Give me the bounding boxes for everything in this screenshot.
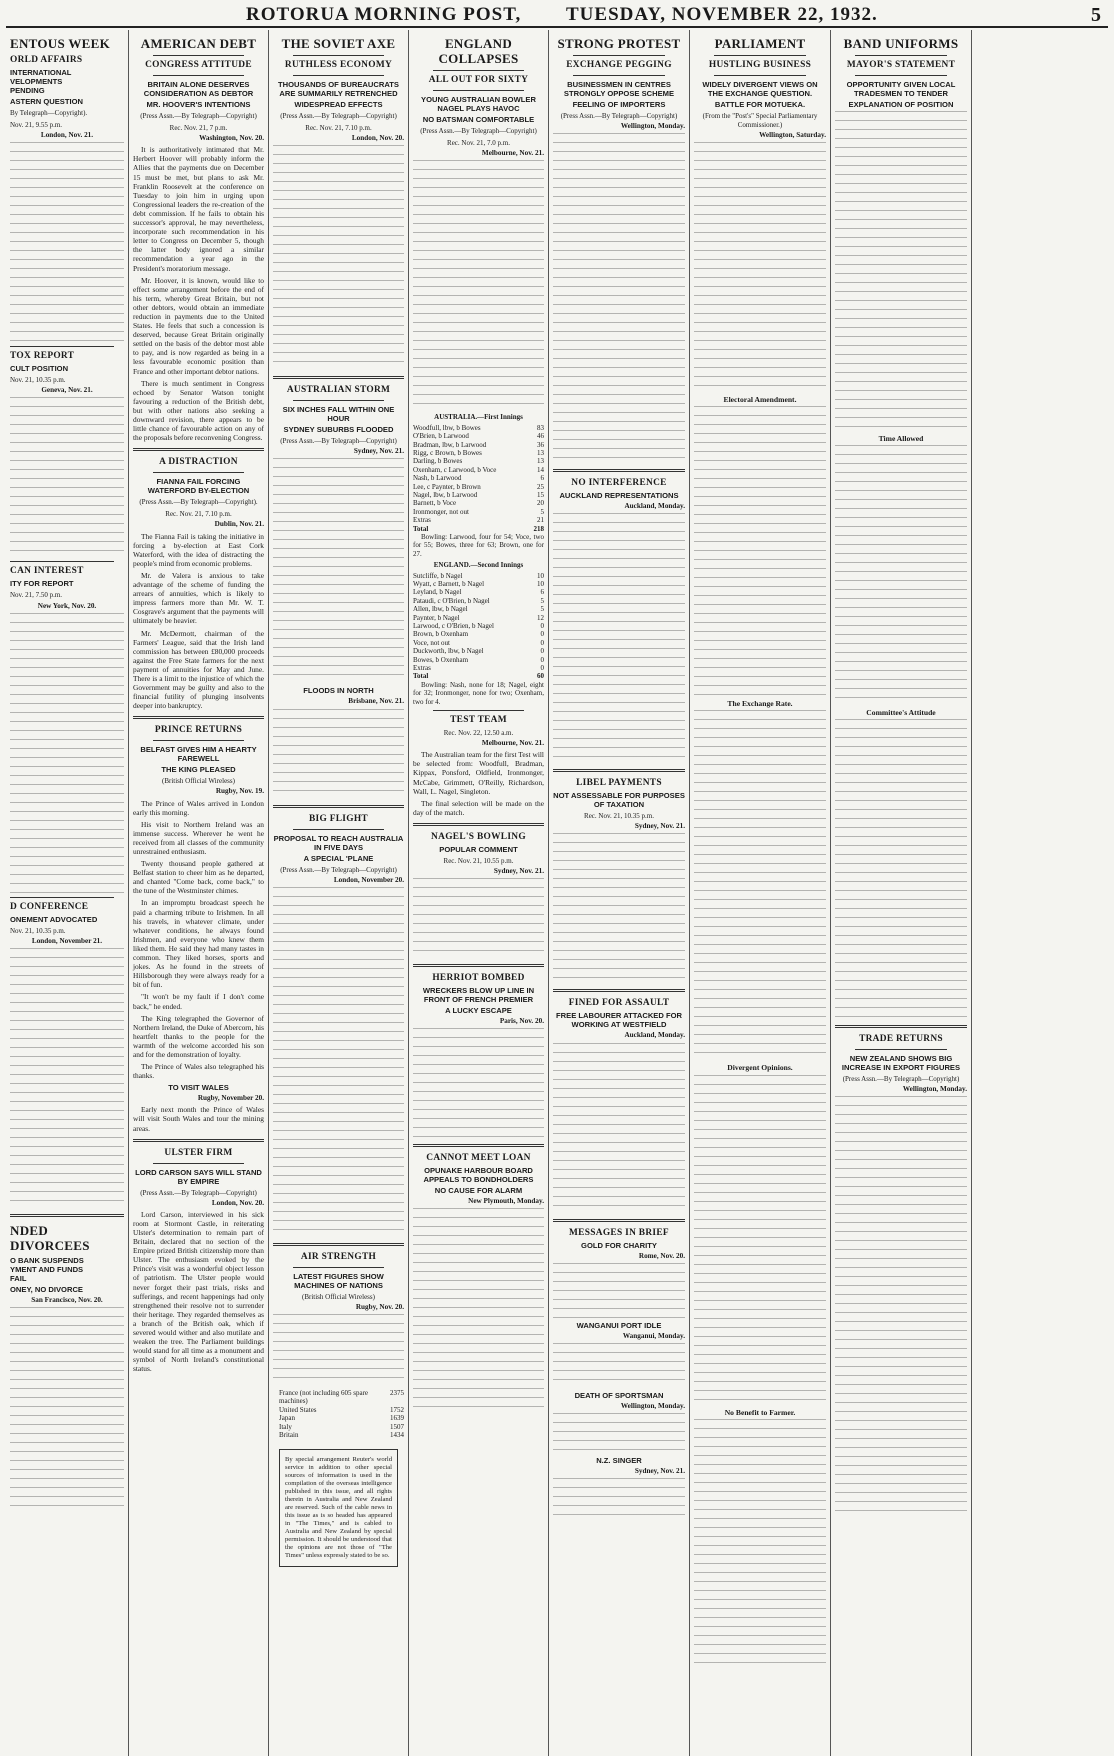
headline: D CONFERENCE <box>10 901 89 912</box>
place-line: San Francisco, Nov. 20. <box>31 1295 103 1304</box>
article-text <box>413 160 544 410</box>
divider <box>855 1049 947 1050</box>
paragraph: It is authoritatively intimated that Mr. Herbert Hoover will probably inform the Allies that the payments due on December 15 must be met, but plans to ask Mr. Franklin Roosevelt at the conference on Tuesday to join him in urging upon Congressional leaders the re-creation of the debt commission. If he fails to obtain his successor's approval, he may nevertheless, incorporate such recommendation in his letter to Congress on December 5, though the latter body ignored a similar recommendation a year ago in the President's moratorium message. <box>133 145 264 273</box>
credit-line: By Telegraph—Copyright). <box>10 109 88 117</box>
deck: BELFAST GIVES HIM A HEARTY FAREWELL <box>140 745 257 764</box>
place-line: New York, Nov. 20. <box>37 601 97 610</box>
deck: FEELING OF IMPORTERS <box>572 100 666 109</box>
table-row: Sutcliffe, b Nagel 10 <box>413 571 544 580</box>
inline-subhead: Time Allowed <box>878 434 924 443</box>
article-text <box>273 1314 404 1386</box>
deck: WIDESPREAD EFFECTS <box>294 100 383 109</box>
deck: CULT POSITION <box>10 364 69 374</box>
divider <box>553 769 685 772</box>
subheadline: EXCHANGE PEGGING <box>566 60 672 70</box>
place-line: New Plymouth, Monday. <box>468 1197 544 1206</box>
divider <box>133 716 264 719</box>
headline: NO INTERFERENCE <box>571 478 667 489</box>
place-line: Sydney, Nov. 21. <box>634 1466 685 1475</box>
headline: TOX REPORT <box>10 351 75 362</box>
headline: A DISTRACTION <box>159 457 238 468</box>
subheadline: RUTHLESS ECONOMY <box>284 60 393 70</box>
dateline: Rec. Nov. 21, 10.35 p.m. <box>584 812 654 821</box>
paragraph: Early next month the Prince of Wales will visit South Wales and tour the mining areas. <box>133 1105 264 1133</box>
headline: AMERICAN DEBT <box>140 36 257 51</box>
dateline: Rec. Nov. 21, 10.55 p.m. <box>443 856 514 865</box>
credit-line: (Press Assn.—By Telegraph—Copyright) <box>140 1188 257 1197</box>
deck: YOUNG AUSTRALIAN BOWLER NAGEL PLAYS HAVOC <box>421 95 536 113</box>
deck: POPULAR COMMENT <box>439 844 518 854</box>
masthead <box>6 4 1108 28</box>
place-line: Sydney, Nov. 21. <box>634 822 685 831</box>
article-text <box>553 1263 685 1318</box>
article-text <box>835 1096 967 1516</box>
inline-subhead: Electoral Amendment. <box>723 395 797 405</box>
table-row: Barnett, b Voce 20 <box>413 499 544 508</box>
divider <box>855 75 947 76</box>
credit-line: (Press Assn.—By Telegraph—Copyright) <box>560 112 678 120</box>
deck: MR. HOOVER'S INTENTIONS <box>146 100 251 109</box>
deck: ITY FOR REPORT <box>10 579 74 589</box>
paragraph: The Fianna Fail is taking the initiative in forcing a by-election at East Cork Waterford, with the idea of distracting the people's mind from economic problems. <box>133 531 264 568</box>
place-line: London, November 20. <box>333 875 404 884</box>
article-text <box>413 878 544 958</box>
deck: WANGANUI PORT IDLE <box>576 1320 662 1330</box>
article-text <box>835 445 967 705</box>
table-row: Oxenham, c Larwood, b Voce 14 <box>413 465 544 474</box>
paragraph: Twenty thousand people gathered at Belfast station to cheer him as he departed, and chanted "Come back, come back," to the tune of the Westminster chimes. <box>133 859 264 896</box>
place-line: Rugby, Nov. 20. <box>355 1302 404 1311</box>
column-4 <box>409 30 549 1756</box>
headline: FINED FOR ASSAULT <box>568 998 670 1009</box>
subheadline: HUSTLING BUSINESS <box>708 60 812 70</box>
divider <box>293 1267 384 1268</box>
table-row: Japan 1639 <box>279 1414 404 1423</box>
article-text <box>553 833 685 983</box>
dateline: Rec. Nov. 21, 7 p.m. <box>169 124 228 133</box>
deck: SIX INCHES FALL WITHIN ONE HOUR <box>282 405 395 424</box>
divider <box>153 75 244 76</box>
divider <box>413 964 544 967</box>
deck: THE KING PLEASED <box>161 765 236 775</box>
table-row: Brown, b Oxenham 0 <box>413 630 544 639</box>
article-text <box>694 1075 826 1405</box>
deck: BUSINESSMEN IN CENTRES STRONGLY OPPOSE SCHEME <box>563 80 675 98</box>
deck: WIDELY DIVERGENT VIEWS ON THE EXCHANGE QUESTION. <box>702 80 818 98</box>
credit-line: (Press Assn.—By Telegraph—Copyright) <box>280 437 397 446</box>
divider <box>553 989 685 992</box>
table-row: Voce, not out 0 <box>413 638 544 647</box>
article-text <box>694 142 826 392</box>
headline: THE SOVIET AXE <box>281 36 396 51</box>
table-row: United States 1752 <box>279 1405 404 1414</box>
paragraph: There is much sentiment in Congress echoed by Senator Watson tonight favouring a reduction of the British debt, but with other nations also seeking a downward revision, there appears to be little chance of favourable action on any of the proposals before reconvening Congress. <box>133 378 264 443</box>
scorecard-australia <box>413 413 544 706</box>
divider <box>293 829 384 830</box>
place-line: Melbourne, Nov. 21. <box>481 149 544 158</box>
deck: FIANNA FAIL FORCING WATERFORD BY-ELECTION <box>147 477 250 496</box>
article-text <box>273 145 404 370</box>
article-text <box>273 458 404 683</box>
dateline: Nov. 21, 10.35 p.m. <box>10 376 66 385</box>
table-row: France (not including 605 spare machines) 2375 <box>279 1388 404 1406</box>
table-row: Paynter, b Nagel 12 <box>413 613 544 622</box>
credit-line: (Press Assn.—By Telegraph—Copyright) <box>842 1075 960 1084</box>
column-2 <box>129 30 269 1756</box>
subheadline: ALL OUT FOR SIXTY <box>428 75 529 85</box>
deck: TO VISIT WALES <box>168 1083 229 1093</box>
headline: BIG FLIGHT <box>308 813 368 824</box>
table-row: Bowes, b Oxenham 0 <box>413 655 544 664</box>
article-text <box>694 710 826 1060</box>
credit-line: (From the "Post's" Special Parliamentary Commissioner.) <box>702 112 818 130</box>
place-line: Wellington, Monday. <box>902 1085 967 1094</box>
place-line: London, Nov. 21. <box>40 131 94 140</box>
subheadline: ORLD AFFAIRS <box>10 55 83 65</box>
deck: ASTERN QUESTION <box>10 97 83 106</box>
divider <box>10 346 114 347</box>
dateline: Rec. Nov. 22, 12.50 a.m. <box>443 729 514 738</box>
dateline: Nov. 21, 10.35 p.m. <box>10 926 66 935</box>
table-row: Lee, c Paynter, b Brown 25 <box>413 482 544 491</box>
scorecard-heading: AUSTRALIA.—First Innings <box>434 413 523 422</box>
divider <box>133 1139 264 1142</box>
table-row: O'Brien, b Larwood 46 <box>413 432 544 441</box>
article-text <box>10 397 124 557</box>
place-line: Sydney, Nov. 21. <box>493 867 544 876</box>
bowling-figures: Bowling: Nash, none for 18; Nagel, eight for 32; Ironmonger, none for two; Oxenham, two for 4. <box>413 680 544 706</box>
headline: TRADE RETURNS <box>859 1034 943 1045</box>
place-line: Geneva, Nov. 21. <box>41 386 93 395</box>
table-row: Britain 1434 <box>279 1430 404 1439</box>
divider <box>835 1025 967 1028</box>
paragraph: His visit to Northern Ireland was an immense success. Wherever he went he received from all classes of the community unrestrained enthusiasm. <box>133 819 264 856</box>
inline-subhead: No Benefit to Farmer. <box>724 1407 796 1417</box>
divider <box>273 376 404 379</box>
article-text <box>10 613 124 893</box>
headline: PRINCE RETURNS <box>154 725 243 736</box>
article-text <box>694 406 826 696</box>
subheadline: CONGRESS ATTITUDE <box>145 60 252 70</box>
deck: NOT ASSESSABLE FOR PURPOSES OF TAXATION <box>553 791 685 810</box>
table-row: Rigg, c Brown, b Bowes 13 <box>413 448 544 457</box>
headline: CANNOT MEET LOAN <box>426 1153 531 1164</box>
deck: LORD CARSON SAYS WILL STAND BY EMPIRE <box>135 1167 262 1186</box>
divider <box>153 55 244 56</box>
column-6 <box>690 30 831 1756</box>
article-text <box>835 719 967 1019</box>
deck: NEW ZEALAND SHOWS BIG INCREASE IN EXPORT FIGURES <box>841 1054 961 1073</box>
paragraph: The Prince of Wales also telegraphed his thanks. <box>133 1062 264 1081</box>
divider <box>153 1163 244 1164</box>
article-text <box>273 709 404 799</box>
column-1 <box>6 30 129 1756</box>
paper-name: ROTORUA MORNING POST, <box>246 4 522 25</box>
bowling-figures: Bowling: Larwood, four for 54; Voce, two for 55; Bowes, three for 63; Brown, one for 27. <box>413 532 544 558</box>
headline: PARLIAMENT <box>714 36 806 51</box>
article-text <box>553 513 685 763</box>
paragraph: The King telegraphed the Governor of Northern Ireland, the Duke of Abercorn, his heartfelt thanks to the people for the warmth of the welcome accorded his son and for the demonstration of loyalty. <box>133 1013 264 1059</box>
divider <box>413 1144 544 1147</box>
credit-line: (Press Assn.—By Telegraph—Copyright). <box>139 498 258 507</box>
deck: THOUSANDS OF BUREAUCRATS ARE SUMMARILY RETRENCHED <box>278 80 399 98</box>
divider <box>553 1219 685 1222</box>
deck: OPPORTUNITY GIVEN LOCAL TRADESMEN TO TENDER <box>846 80 956 98</box>
scorecard-heading: ENGLAND.—Second Innings <box>433 561 524 570</box>
place-line: Auckland, Monday. <box>624 1031 685 1040</box>
subheadline: MAYOR'S STATEMENT <box>846 60 956 70</box>
deck: BATTLE FOR MOTUEKA. <box>714 100 806 109</box>
deck: OPUNAKE HARBOUR BOARD APPEALS TO BONDHOLDERS <box>423 1166 534 1185</box>
divider <box>433 90 524 91</box>
deck: EXPLANATION OF POSITION <box>848 100 954 109</box>
dateline: Nov. 21, 9.55 p.m. <box>10 121 63 130</box>
divider <box>433 710 524 711</box>
column-7 <box>831 30 972 1756</box>
dateline: Nov. 21, 7.50 p.m. <box>10 591 63 600</box>
deck: N.Z. SINGER <box>596 1455 642 1465</box>
deck: FREE LABOURER ATTACKED FOR WORKING AT WESTFIELD <box>556 1011 682 1030</box>
table-row: Darling, b Bowes 13 <box>413 457 544 466</box>
place-line: Washington, Nov. 20. <box>199 134 264 143</box>
deck: ONEMENT ADVOCATED <box>10 914 98 924</box>
issue-date: TUESDAY, NOVEMBER 22, 1932. <box>566 4 878 25</box>
article-text <box>413 1208 544 1408</box>
divider <box>413 823 544 826</box>
inline-subhead: The Exchange Rate. <box>727 699 793 709</box>
divider <box>855 55 947 56</box>
table-row: Nash, b Larwood 6 <box>413 474 544 483</box>
article-text <box>553 1343 685 1388</box>
article-text <box>273 887 404 1237</box>
place-line: Paris, Nov. 20. <box>499 1017 544 1026</box>
copyright-notice: By special arrangement Reuter's world service in addition to other special sources of information is used in the compilation of the overseas intelligence published in this issue, and all rights therein in Australia and New Zealand are reserved. Such of the cable news in this issue as is so headed has appeared in "The Times," and is cabled to Australia and New Zealand by special permission. It should be understood that the opinions are not those of "The Times" unless expressly stated to be so. <box>279 1449 398 1567</box>
deck: A LUCKY ESCAPE <box>445 1006 512 1016</box>
inline-subhead: Committee's Attitude <box>866 708 936 718</box>
dateline: Rec. Nov. 21, 7.10 p.m. <box>305 124 372 133</box>
table-row: Pataudi, c O'Brien, b Nagel 5 <box>413 596 544 605</box>
table-row: Extras 21 <box>413 516 544 525</box>
divider <box>293 75 384 76</box>
article-text <box>553 133 685 463</box>
headline: CAN INTEREST <box>10 566 84 577</box>
inline-subhead: Divergent Opinions. <box>727 1063 793 1073</box>
paragraph: "It won't be my fault if I don't come back," he ended. <box>133 992 264 1011</box>
article-text <box>10 1307 124 1507</box>
table-row: Woodfull, lbw, b Bowes 83 <box>413 423 544 432</box>
article-text <box>10 948 124 1208</box>
table-row: Allen, lbw, b Nagel 5 <box>413 605 544 614</box>
table-row: Bradman, lbw, b Larwood 36 <box>413 440 544 449</box>
divider <box>573 75 665 76</box>
deck: DEATH OF SPORTSMAN <box>574 1390 664 1400</box>
divider <box>153 740 244 741</box>
place-line: Melbourne, Nov. 21. <box>481 739 544 748</box>
place-line: London, Nov. 20. <box>211 1198 264 1207</box>
headline: STRONG PROTEST <box>557 36 681 51</box>
place-line: Rugby, Nov. 19. <box>215 787 264 796</box>
divider <box>714 55 806 56</box>
place-line: Wellington, Saturday. <box>759 131 826 140</box>
table-row-total: Total 218 <box>413 524 544 533</box>
headline: AIR STRENGTH <box>300 1251 377 1262</box>
credit-line: (Press Assn.—By Telegraph—Copyright) <box>420 127 537 135</box>
table-row: Leyland, b Nagel 6 <box>413 588 544 597</box>
table-row: Italy 1507 <box>279 1422 404 1431</box>
divider <box>553 469 685 472</box>
dateline: Rec. Nov. 21, 7.0 p.m. <box>447 139 510 148</box>
air-strength-table <box>273 1389 404 1439</box>
divider <box>433 70 524 71</box>
columns <box>6 30 1108 1756</box>
place-line: Sydney, Nov. 21. <box>353 447 404 456</box>
headline: NAGEL'S BOWLING <box>431 831 526 842</box>
divider <box>133 448 264 451</box>
deck: A SPECIAL 'PLANE <box>303 853 374 863</box>
deck: FLOODS IN NORTH <box>303 686 374 696</box>
table-row: Duckworth, lbw, b Nagel 0 <box>413 647 544 656</box>
divider <box>293 400 384 401</box>
headline: HERRIOT BOMBED <box>432 973 525 984</box>
credit-line: (Press Assn.—By Telegraph—Copyright) <box>280 112 397 120</box>
headline: ENTOUS WEEK <box>10 36 110 51</box>
table-row: Ironmonger, not out 5 <box>413 507 544 516</box>
paragraph: Mr. de Valera is anxious to take advantage of the scheme of funding the arrears of annuities, which is likely to impress farmers more than Mr. W. T. Cosgrave's argument that the payments will ultimately be heavier. <box>133 570 264 626</box>
headline: NDED DIVORCEES <box>10 1222 90 1253</box>
paragraph: The Australian team for the first Test will be selected from: Woodfull, Bradman, Kippax, Ponsford, Oldfield, Ironmonger, McCabe, Grimmett, O'Reilly, Richardson, Wall, L. Nagel, Singleton. <box>413 750 544 796</box>
place-line: Rugby, November 20. <box>197 1094 264 1103</box>
paragraph: Lord Carson, interviewed in his sick room at Stormont Castle, in reiterating Ulster's determination to remain part of Britain, declared that no section of the Empire prized British citizenship more than Ulster. The enthusiasm evoked by the Prince's visit was a wonderful object lesson of patriotism. The Ulster people would never forget their past trials, risks and sufferings, and recent happenings had only strengthened their resolve not to surrender their heritage. They regarded themselves as a branch of the British oak, which if severed would wither and also mutilate and weaken the tree. The Parliament buildings would stand for all time as a monument and symbol of North Ireland's constitutional status. <box>133 1209 264 1374</box>
paragraph: Mr. Hoover, it is known, would like to effect some arrangement before the end of his term, whereby Great Britain, but not other debtors, would obtain an immediate reduction in payments due to the United States. He feels that such a concession is deserved, because Great Britain originally settled on the basis of the debtor most able to pay, and is now regarded as being in a less favourable economic position than France and other important debtor nations. <box>133 275 264 376</box>
credit-line: (British Official Wireless) <box>302 1292 375 1301</box>
table-row: Extras 0 <box>413 664 544 673</box>
divider <box>10 897 114 898</box>
article-text <box>10 142 124 342</box>
place-line: London, Nov. 20. <box>351 134 404 143</box>
headline: MESSAGES IN BRIEF <box>569 1227 669 1238</box>
deck: LATEST FIGURES SHOW MACHINES OF NATIONS <box>293 1271 384 1290</box>
article-text <box>553 1043 685 1213</box>
deck: AUCKLAND REPRESENTATIONS <box>559 491 679 501</box>
place-line: Wellington, Monday. <box>620 1401 685 1410</box>
divider <box>293 55 384 56</box>
table-row: Larwood, c O'Brien, b Nagel 0 <box>413 622 544 631</box>
column-3 <box>269 30 409 1756</box>
headline: AUSTRALIAN STORM <box>286 385 391 396</box>
divider <box>714 75 806 76</box>
deck: PROPOSAL TO REACH AUSTRALIA IN FIVE DAYS <box>273 833 404 852</box>
deck: WRECKERS BLOW UP LINE IN FRONT OF FRENCH PREMIER <box>422 986 535 1005</box>
deck: ONEY, NO DIVORCE <box>10 1284 83 1294</box>
article-text <box>413 1028 544 1138</box>
deck: NO BATSMAN COMFORTABLE <box>422 115 535 124</box>
dateline: Rec. Nov. 21, 7.10 p.m. <box>165 510 232 519</box>
headline: TEST TEAM <box>450 715 507 726</box>
article-text <box>694 1419 826 1669</box>
divider <box>273 1243 404 1246</box>
place-line: Brisbane, Nov. 21. <box>348 697 404 706</box>
divider <box>153 472 244 473</box>
deck: GOLD FOR CHARITY <box>581 1240 657 1250</box>
place-line: Dublin, Nov. 21. <box>214 520 264 529</box>
table-row: Nagel, lbw, b Larwood 15 <box>413 490 544 499</box>
article-text <box>835 111 967 431</box>
place-line: Wellington, Monday. <box>620 122 685 131</box>
divider <box>10 1214 124 1217</box>
article-text <box>553 1478 685 1523</box>
table-row-total: Total 60 <box>413 672 544 681</box>
deck: O BANK SUSPENDS YMENT AND FUNDS FAIL <box>10 1255 84 1283</box>
credit-line: (British Official Wireless) <box>162 777 235 786</box>
paragraph: The final selection will be made on the day of the match. <box>413 798 544 817</box>
deck: NO CAUSE FOR ALARM <box>434 1186 523 1196</box>
article-text <box>553 1413 685 1453</box>
place-line: Wanganui, Monday. <box>622 1331 685 1340</box>
deck: BRITAIN ALONE DESERVES CONSIDERATION AS DEBTOR <box>143 80 254 98</box>
deck: INTERNATIONAL VELOPMENTS PENDING <box>10 68 72 95</box>
place-line: Auckland, Monday. <box>624 502 685 511</box>
paragraph: The Prince of Wales arrived in London early this morning. <box>133 798 264 817</box>
headline: LIBEL PAYMENTS <box>576 778 662 789</box>
paragraph: In an impromptu broadcast speech he paid a charming tribute to Irishmen. In all his travels, in whatever climate, under whatever conditions, he always found Irishmen, and everyone who knew them liked them. He said they had many tastes in common. They liked horses, sports and jokes. As he found in the streets of Hillsborough they were always ready for a bit of fun. <box>133 898 264 990</box>
place-line: Rome, Nov. 20. <box>638 1251 685 1260</box>
divider <box>10 561 114 562</box>
page-number: 5 <box>1091 4 1102 26</box>
credit-line: (Press Assn.—By Telegraph—Copyright) <box>140 112 257 120</box>
place-line: London, November 21. <box>31 936 103 945</box>
divider <box>573 55 665 56</box>
headline: BAND UNIFORMS <box>843 36 959 51</box>
credit-line: (Press Assn.—By Telegraph—Copyright) <box>280 865 397 874</box>
paragraph: Mr. McDermott, chairman of the Farmers' League, said that the Irish land commission has between £80,000 proceeds against the Free State farmers for the next payment of annuities for May and June. There is a limit to the injustice of which the Government may be guilty and also to the financial futility of plunging insolvents deeper into bankruptcy. <box>133 628 264 711</box>
headline: ULSTER FIRM <box>164 1147 233 1158</box>
column-5 <box>549 30 690 1756</box>
table-row: Wyatt, c Barnett, b Nagel 10 <box>413 580 544 588</box>
deck: SYDNEY SUBURBS FLOODED <box>283 425 394 435</box>
headline: ENGLAND COLLAPSES <box>438 36 519 66</box>
divider <box>273 805 404 808</box>
